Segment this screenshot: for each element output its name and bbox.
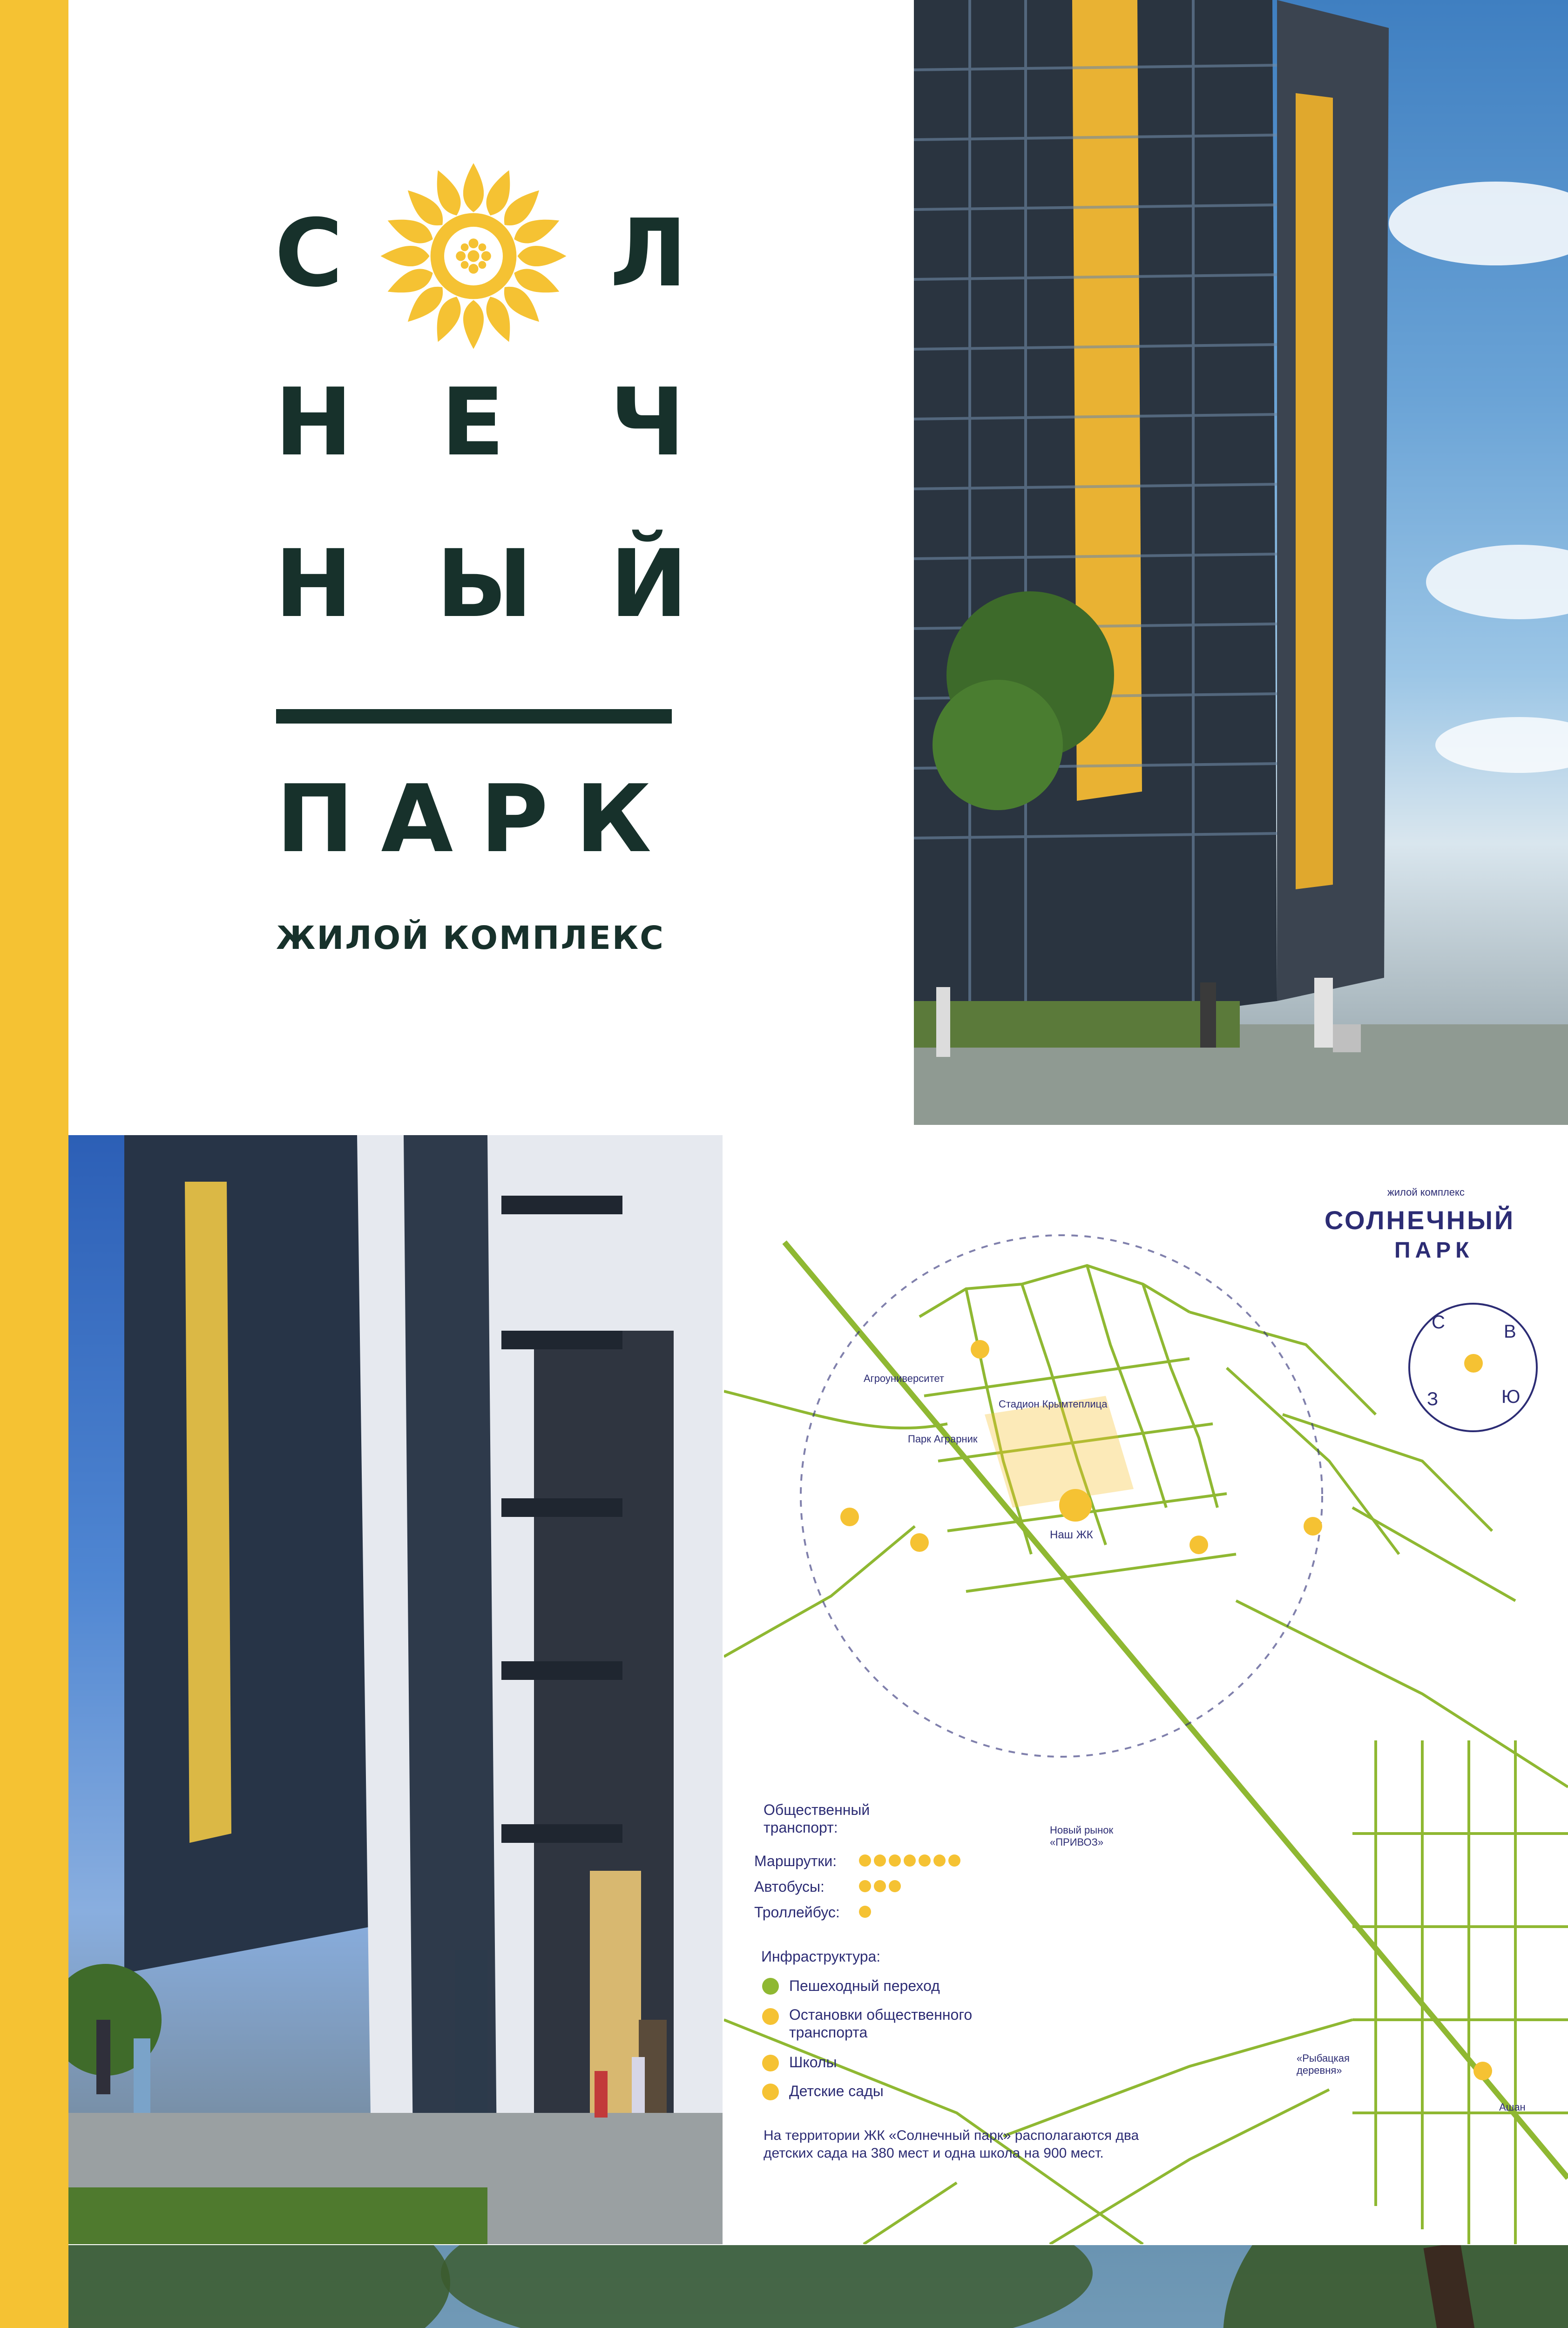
school-marker-icon (971, 1340, 989, 1359)
legend-trolley-chips (859, 1906, 874, 1918)
logo-letter-5: Ч (610, 368, 685, 477)
logo-letter-7: Ы (436, 530, 533, 638)
map-complex-sunflower-icon (1059, 1489, 1092, 1522)
bottom-building-photo (68, 2245, 1568, 2328)
route-chip-icon (933, 1854, 946, 1867)
bus-stop-marker-icon (1190, 1536, 1208, 1554)
route-chip-icon (874, 1880, 886, 1892)
logo-letter-6: Н (275, 530, 353, 638)
map-place-pub: «Рыбацкая деревня» (1297, 2052, 1350, 2076)
compass-east: В (1504, 1321, 1516, 1342)
route-chip-icon (874, 1854, 886, 1867)
kindergarten-marker-icon (840, 1508, 859, 1526)
legend-buses-chips (859, 1880, 904, 1892)
logo-letter-4: Е (441, 368, 505, 477)
bus-stop-marker-icon (910, 1533, 929, 1552)
legend-infra-item-3: Школы (789, 2054, 837, 2071)
legend-infra-item-2: Остановки общественного транспорта (789, 2006, 973, 2041)
sunflower-logo-icon (376, 158, 571, 354)
map-roads-graphic (724, 1135, 1568, 2244)
bus-stop-icon (762, 2008, 779, 2025)
legend-note: На территории ЖК «Солнечный парк» располагаются два детских сада на 380 мест и одна школа на 900 мест. (764, 2128, 1139, 2161)
location-map-panel (724, 1135, 1568, 2244)
legend-marshrutki-chips (859, 1854, 963, 1867)
map-place-agro: Агроуниверситет (864, 1373, 944, 1384)
compass-center-icon (1464, 1354, 1483, 1373)
route-chip-icon (859, 1906, 871, 1918)
compass-north: С (1432, 1312, 1445, 1333)
logo-letter-3: Н (275, 368, 353, 477)
shop-marker-icon (1473, 2062, 1492, 2080)
logo-divider (276, 709, 672, 724)
route-chip-icon (859, 1880, 871, 1892)
logo-letter-8: Й (610, 530, 688, 638)
compass-south: Ю (1501, 1387, 1521, 1407)
route-chip-icon (948, 1854, 960, 1867)
legend-marshrutki-label: Маршрутки: (754, 1853, 837, 1869)
school-marker-icon (1304, 1517, 1322, 1536)
map-place-market: Новый рынок «ПРИВОЗ» (1050, 1824, 1114, 1848)
left-accent-strip (0, 0, 68, 2328)
legend-infra-item-4: Детские сады (789, 2083, 884, 2099)
map-place-our-complex: Наш ЖК (1050, 1529, 1093, 1541)
route-chip-icon (904, 1854, 916, 1867)
legend-infra-item-1: Пешеходный переход (789, 1977, 940, 1994)
route-chip-icon (859, 1854, 871, 1867)
street-building-photo (68, 1135, 723, 2244)
legend-trolley-label: Троллейбус: (754, 1904, 840, 1921)
hero-building-photo (914, 0, 1568, 1125)
logo-letter-2: Л (610, 199, 688, 308)
map-brand-name: СОЛНЕЧНЫЙ (1325, 1205, 1515, 1235)
kindergarten-icon (762, 2084, 779, 2100)
route-chip-icon (889, 1880, 901, 1892)
map-place-ashan: Ашан (1499, 2101, 1526, 2113)
school-icon (762, 2055, 779, 2071)
logo-subtitle: ЖИЛОЙ КОМПЛЕКС (276, 920, 665, 957)
route-chip-icon (919, 1854, 931, 1867)
legend-buses-label: Автобусы: (754, 1878, 825, 1895)
compass-west: З (1427, 1389, 1439, 1409)
map-brand-subtitle: жилой комплекс (1387, 1186, 1465, 1198)
map-place-stadium: Стадион Крымтеплица (999, 1398, 1108, 1410)
logo-letter-1: С (275, 199, 343, 308)
legend-transport-title: Общественный транспорт: (764, 1801, 870, 1836)
legend-infra-title: Инфраструктура: (761, 1948, 881, 1965)
crosswalk-icon (762, 1978, 779, 1995)
map-place-park: Парк Аграрник (908, 1433, 978, 1445)
route-chip-icon (889, 1854, 901, 1867)
map-brand-park: ПАРК (1394, 1238, 1474, 1263)
logo-park-word: ПАРК (276, 765, 679, 873)
